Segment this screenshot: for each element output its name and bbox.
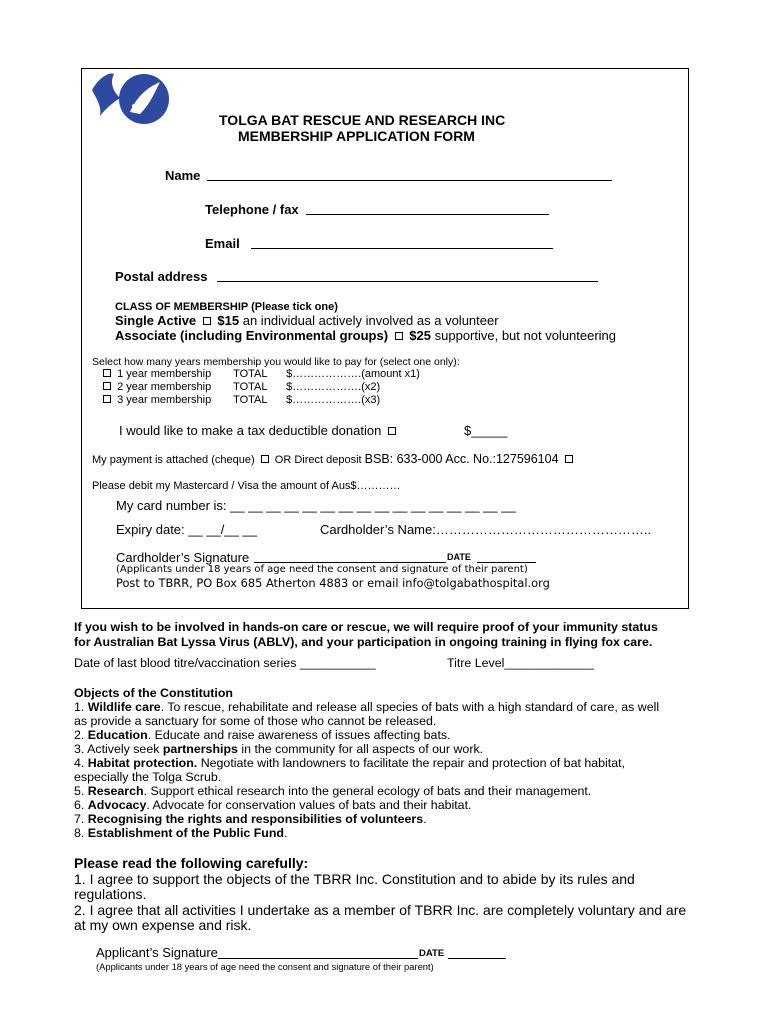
year-option-label: 1 year membership (117, 368, 212, 380)
donation-amount[interactable]: $_____ (464, 423, 508, 438)
applicant-date-input[interactable] (448, 945, 506, 959)
years-prompt: Select how many years membership you would like to pay for (select one only): (92, 356, 460, 368)
card-number-field[interactable]: My card number is: __ __ __ __ __ __ __ __ __ __ __ __ __ __ __ __ (116, 498, 516, 513)
single-active-checkbox[interactable] (203, 317, 211, 325)
object-num: 6. (74, 798, 85, 812)
card-debit-text: Please debit my Mastercard / Visa the amount of Aus$………… (92, 480, 401, 492)
object-text: in the community for all aspects of our work. (237, 742, 484, 756)
object-item (74, 756, 625, 770)
donation-row (119, 423, 399, 438)
single-active-label: Single Active (115, 313, 197, 328)
object-item-cont: as provide a sanctuary for some of those who cannot be released. (74, 714, 437, 728)
cardholder-date-label: DATE (447, 552, 471, 562)
bat-logo-icon (90, 68, 182, 130)
object-item (74, 826, 287, 840)
associate-checkbox[interactable] (395, 332, 403, 340)
object-item (74, 798, 471, 812)
object-title: Habitat protection. (87, 756, 198, 770)
object-num: 8. (74, 826, 85, 840)
single-active-row (115, 313, 499, 328)
object-title: Establishment of the Public Fund (87, 826, 284, 840)
object-text: . Support ethical research into the general ecology of bats and their management. (143, 784, 592, 798)
object-num: 5. (74, 784, 85, 798)
direct-deposit-checkbox[interactable] (565, 455, 573, 463)
year-option-2 (103, 381, 380, 393)
object-item (74, 742, 483, 756)
objects-heading: Objects of the Constitution (74, 686, 234, 700)
year-option-total: TOTAL (233, 381, 268, 393)
email-label: Email (205, 236, 240, 251)
under18-note: (Applicants under 18 years of age need the consent and signature of their parent) (116, 564, 528, 575)
year-option-amount: $……………….(x2) (286, 381, 381, 393)
payment-row (92, 452, 576, 466)
object-title: Recognising the rights and responsibilities of volunteers (87, 812, 424, 826)
donation-checkbox[interactable] (388, 427, 396, 435)
direct-deposit-text: OR Direct deposit (274, 454, 362, 466)
year-2-checkbox[interactable] (103, 382, 111, 390)
immunity-line-2: for Australian Bat Lyssa Virus (ABLV), and your participation in ongoing training in flying fox care. (74, 635, 653, 649)
year-3-checkbox[interactable] (103, 395, 111, 403)
single-active-price: $15 (217, 313, 240, 328)
object-text: . Advocate for conservation values of bats and their habitat. (146, 798, 472, 812)
year-option-1 (103, 368, 420, 380)
postal-label: Postal address (115, 269, 208, 284)
object-num: 2. (74, 728, 85, 742)
agreement-item-1: 1. I agree to support the objects of the TBRR Inc. Constitution and to abide by its rules and (74, 871, 635, 887)
object-text: . Educate and raise awareness of issues affecting bats. (147, 728, 451, 742)
telephone-label: Telephone / fax (205, 202, 299, 217)
associate-desc: supportive, but not volunteering (434, 328, 617, 343)
object-text: . To rescue, rehabilitate and release all species of bats with a high standard of care, as well (160, 700, 660, 714)
date-titre-field[interactable]: Date of last blood titre/vaccination series ___________ (74, 656, 376, 670)
year-option-total: TOTAL (233, 368, 268, 380)
object-text: Negotiate with landowners to facilitate the repair and protection of bat habitat, (197, 756, 625, 770)
cardholder-date-input[interactable] (477, 550, 536, 563)
expiry-date-field[interactable]: Expiry date: __ __/__ __ (116, 522, 257, 537)
membership-heading: CLASS OF MEMBERSHIP (Please tick one) (115, 301, 338, 313)
immunity-line-1: If you wish to be involved in hands-on care or rescue, we will require proof of your immunity status (74, 620, 658, 634)
applicant-signature-input[interactable] (218, 945, 418, 959)
object-title: Wildlife care (87, 700, 161, 714)
associate-label: Associate (including Environmental groups) (115, 328, 389, 343)
object-title: Research (87, 784, 144, 798)
object-item (74, 812, 427, 826)
email-input[interactable] (251, 234, 553, 249)
object-title: partnerships (162, 742, 238, 756)
donation-text: I would like to make a tax deductible donation (119, 423, 382, 438)
name-label: Name (165, 168, 201, 183)
form-title: MEMBERSHIP APPLICATION FORM (238, 128, 475, 144)
name-input[interactable] (207, 166, 612, 181)
object-title: Advocacy (87, 798, 147, 812)
cardholder-signature-input[interactable] (254, 550, 446, 563)
agreement-heading: Please read the following carefully: (74, 855, 309, 871)
object-item (74, 728, 451, 742)
year-option-3 (103, 394, 380, 406)
applicant-date-label: DATE (419, 948, 445, 959)
post-to-text: Post to TBRR, PO Box 685 Atherton 4883 or email info@tolgabathospital.org (116, 576, 550, 590)
year-option-amount: $……………….(amount x1) (286, 368, 420, 380)
object-text: . (284, 826, 288, 840)
agreement-item-2: 2. I agree that all activities I undertake as a member of TBRR Inc. are completely voluntary and are (74, 902, 687, 918)
associate-row (115, 328, 616, 343)
object-text: . (423, 812, 427, 826)
agreement-item-2-cont: at my own expense and risk. (74, 917, 252, 933)
object-num: 3. (74, 742, 85, 756)
year-option-amount: $……………….(x3) (286, 394, 381, 406)
year-option-label: 3 year membership (117, 394, 212, 406)
cheque-checkbox[interactable] (261, 455, 269, 463)
year-1-checkbox[interactable] (103, 369, 111, 377)
applicant-signature-label: Applicant’s Signature (96, 945, 218, 960)
applicant-under18-note: (Applicants under 18 years of age need the consent and signature of their parent) (96, 961, 434, 972)
object-item-cont: especially the Tolga Scrub. (74, 770, 222, 784)
object-item (74, 700, 659, 714)
telephone-input[interactable] (306, 200, 549, 215)
titre-level-field[interactable]: Titre Level_____________ (447, 656, 594, 670)
object-item (74, 784, 591, 798)
cardholder-name-field[interactable]: Cardholder’s Name:………………………………………….. (320, 522, 652, 537)
cheque-text: My payment is attached (cheque) (92, 454, 255, 466)
object-num: 4. (74, 756, 85, 770)
object-num: 7. (74, 812, 85, 826)
associate-price: $25 (409, 328, 431, 343)
bank-details: BSB: 633-000 Acc. No.:127596104 (364, 452, 559, 466)
cardholder-signature-label: Cardholder’s Signature (116, 550, 250, 565)
object-num: 1. (74, 700, 85, 714)
object-title: Education (87, 728, 148, 742)
year-option-total: TOTAL (233, 394, 268, 406)
object-pre: Actively seek (87, 742, 163, 756)
year-option-label: 2 year membership (117, 381, 212, 393)
postal-input[interactable] (217, 267, 598, 282)
org-name: TOLGA BAT RESCUE AND RESEARCH INC (219, 112, 506, 128)
agreement-item-1-cont: regulations. (74, 886, 147, 902)
single-active-desc: an individual actively involved as a volunteer (242, 313, 499, 328)
